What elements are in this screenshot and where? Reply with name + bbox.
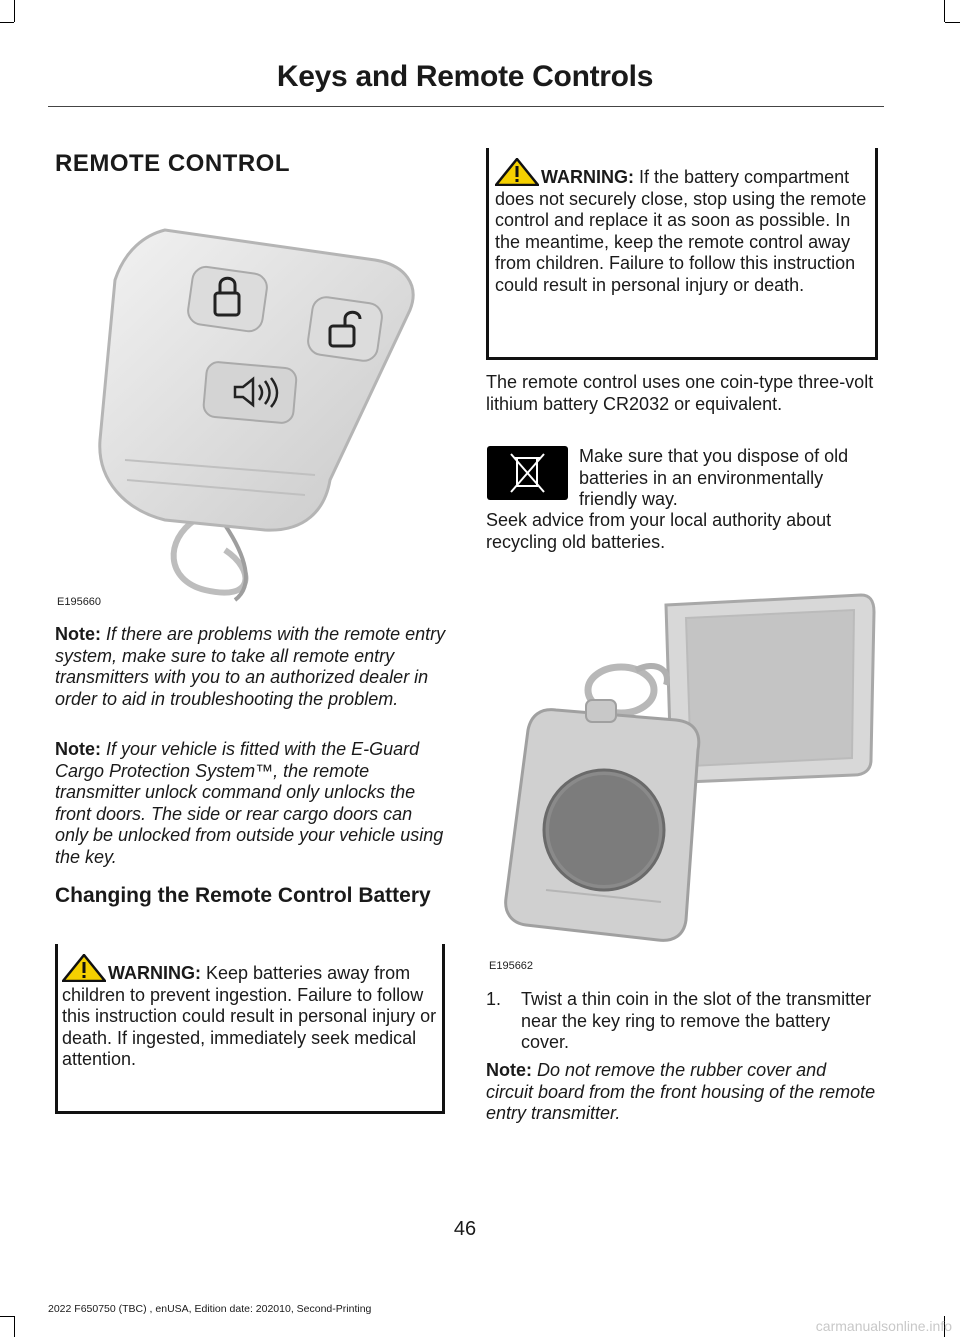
note-label: Note: — [55, 624, 101, 644]
warning-ingestion — [62, 954, 437, 1071]
subsection-title: Changing the Remote Control Battery — [55, 884, 431, 907]
page-number: 46 — [453, 1218, 477, 1240]
warning-text: If the battery compartment does not securely close, stop using the remote control and replace it as soon as possible. In the meantime, keep the remote control away from children. Failure to follow this instruction could result in personal injury or death. — [495, 167, 867, 295]
section-title: REMOTE CONTROL — [55, 150, 290, 177]
dispose-text: Make sure that you dispose of old batteries in an environmentally friendly way. — [579, 446, 849, 509]
note-text: If your vehicle is fitted with the E-Guard Cargo Protection System™, the remote transmitter unlock command only unlocks the front doors. The side or rear cargo doors can only be unlocked from outside your vehicle using the key. — [55, 739, 444, 867]
note-text: If there are problems with the remote entry system, make sure to take all remote entry transmitters with you to an authorized dealer in order to aid in troubleshooting the problem. — [55, 624, 446, 709]
warning-triangle-icon — [495, 158, 541, 182]
edition-info: 2022 F650750 (TBC) , enUSA, Edition date: 202010, Second-Printing — [48, 1303, 372, 1315]
page-header-title: Keys and Remote Controls — [276, 60, 654, 93]
remote-fob-figure — [55, 190, 445, 610]
figure-id: E195660 — [57, 596, 102, 608]
warning-text: Keep batteries away from children to prevent ingestion. Failure to follow this instruction could result in personal injury or death. If ingested, immediately seek medical attention. — [62, 963, 437, 1069]
warning-label: WARNING: — [108, 963, 201, 983]
figure-id: E195662 — [489, 960, 534, 972]
note-remote-problems — [55, 624, 447, 710]
recycle-advice-text: Seek advice from your local authority about recycling old batteries. — [486, 510, 832, 552]
step-text: Twist a thin coin in the slot of the transmitter near the key ring to remove the battery cover. — [521, 989, 872, 1052]
watermark: carmanualsonline.info — [815, 1318, 952, 1334]
crop-mark — [14, 1316, 15, 1337]
crossed-bin-icon — [487, 446, 568, 500]
header-divider — [48, 106, 884, 107]
crop-mark — [944, 0, 945, 22]
transmitter-keyring-figure — [486, 590, 876, 960]
warning-battery-compartment — [495, 158, 873, 296]
crop-mark — [14, 0, 15, 22]
step-number: 1. — [486, 989, 502, 1009]
crop-mark — [945, 22, 960, 23]
note-label: Note: — [486, 1060, 532, 1080]
note-rubber-cover — [486, 1060, 878, 1125]
note-label: Note: — [55, 739, 101, 759]
warning-triangle-icon — [62, 954, 108, 978]
note-text: Do not remove the rubber cover and circuit board from the front housing of the remote entry transmitter. — [486, 1060, 876, 1123]
warning-label: WARNING: — [541, 167, 634, 187]
battery-type-text: The remote control uses one coin-type three-volt lithium battery CR2032 or equivalent. — [486, 372, 874, 414]
crop-mark — [0, 1316, 14, 1317]
note-eguard — [55, 739, 447, 868]
crop-mark — [0, 22, 14, 23]
